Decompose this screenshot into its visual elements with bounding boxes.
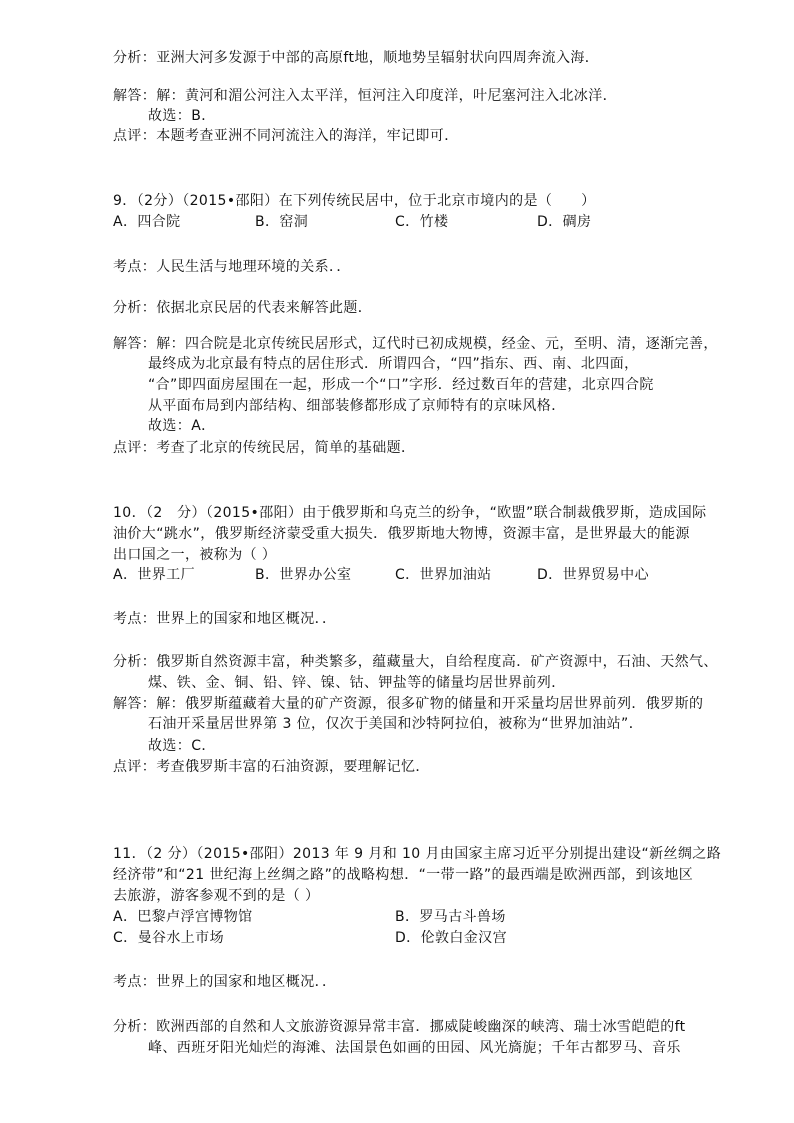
q11-stem: 经济带”和“21 世纪海上丝绸之路”的战略构想．“一带一路”的最西端是欧洲西部，到该地区 [113, 867, 694, 883]
q11-stem: 去旅游，游客参观不到的是（ ） [113, 888, 320, 904]
q9-comment: 点评：考查了北京的传统民居，简单的基础题． [113, 440, 416, 456]
q11-analysis-line: 峰、西班牙阳光灿烂的海滩、法国景色如画的田园、风光旖旎；千年古都罗马、音乐 [148, 1040, 681, 1056]
q10-option-d: D．世界贸易中心 [537, 567, 649, 583]
q10-comment: 点评：考查俄罗斯丰富的石油资源，要理解记忆． [113, 759, 430, 775]
q9-point: 考点：人民生活与地理环境的关系．． [113, 259, 351, 275]
q9-answer-choice: 故选：A． [148, 418, 216, 434]
q9-option-a: A．四合院 [113, 214, 181, 230]
q8-answer: 解答：解：黄河和湄公河注入太平洋，恒河注入印度洋，叶尼塞河注入北冰洋． [113, 88, 617, 104]
q10-analysis: 分析：俄罗斯自然资源丰富，种类繁多，蕴藏量大，自给程度高．矿产资源中，石油、天然气、 [113, 654, 718, 670]
q10-analysis-line: 煤、铁、金、铜、铅、锌、镍、钴、钾盐等的储量均居世界前列． [148, 675, 566, 691]
q10-point: 考点：世界上的国家和地区概况．． [113, 611, 337, 627]
q11-analysis: 分析：欧洲西部的自然和人文旅游资源异常丰富．挪威陡峻幽深的峡湾、瑞士冰雪皑皑的ft [113, 1019, 686, 1035]
q11-option-a: A．巴黎卢浮宫博物馆 [113, 909, 253, 925]
q11-option-d: D．伦敦白金汉宫 [395, 930, 507, 946]
q10-stem: 10．（2 分）（2015•邵阳）由于俄罗斯和乌克兰的纷争，“欧盟”联合制裁俄罗斯，造成国际 [113, 505, 707, 521]
q10-answer: 解答：解：俄罗斯蕴藏着大量的矿产资源，很多矿物的储量和开采量均居世界前列．俄罗斯的 [113, 696, 704, 712]
q9-analysis: 分析：依据北京民居的代表来解答此题． [113, 300, 373, 316]
q11-stem: 11．（2 分）（2015•邵阳）2013 年 9 月和 10 月由国家主席习近平分别提出建设“新丝绸之路 [113, 846, 722, 862]
q11-option-c: C．曼谷水上市场 [113, 930, 224, 946]
q10-stem: 油价大“跳水”，俄罗斯经济蒙受重大损失．俄罗斯地大物博，资源丰富，是世界最大的能源 [113, 526, 690, 542]
q10-option-a: A．世界工厂 [113, 567, 195, 583]
q9-answer-line: “合”即四面房屋围在一起，形成一个“口”字形．经过数百年的营建，北京四合院 [148, 377, 654, 393]
q11-option-b: B．罗马古斗兽场 [395, 909, 506, 925]
q10-answer-choice: 故选：C． [148, 738, 216, 754]
q9-option-d: D．碉房 [537, 214, 592, 230]
q9-option-c: C．竹楼 [395, 214, 449, 230]
q9-stem: 9．（2分）（2015•邵阳）在下列传统民居中，位于北京市境内的是（ ） [113, 193, 596, 209]
q9-answer-line: 最终成为北京最有特点的居住形式．所谓四合，“四”指东、西、南、北四面， [148, 356, 639, 372]
q8-comment: 点评：本题考查亚洲不同河流注入的海洋，牢记即可． [113, 128, 459, 144]
q8-analysis: 分析：亚洲大河多发源于中部的高原ft地，顺地势呈辐射状向四周奔流入海． [113, 50, 600, 66]
q11-point: 考点：世界上的国家和地区概况．． [113, 974, 337, 990]
q9-answer-line: 从平面布局到内部结构、细部装修都形成了京师特有的京味风格． [148, 398, 566, 414]
q10-option-c: C．世界加油站 [395, 567, 492, 583]
q10-option-b: B．世界办公室 [255, 567, 352, 583]
q9-answer: 解答：解：四合院是北京传统民居形式，辽代时已初成规模，经金、元，至明、清，逐渐完善， [113, 336, 718, 352]
q10-answer-line: 石油开采量居世界第 3 位，仅次于美国和沙特阿拉伯，被称为“世界加油站”． [148, 716, 644, 732]
q8-answer-choice: 故选：B． [148, 108, 216, 124]
q9-option-b: B．窑洞 [255, 214, 309, 230]
q10-stem: 出口国之一，被称为（ ） [113, 547, 277, 563]
